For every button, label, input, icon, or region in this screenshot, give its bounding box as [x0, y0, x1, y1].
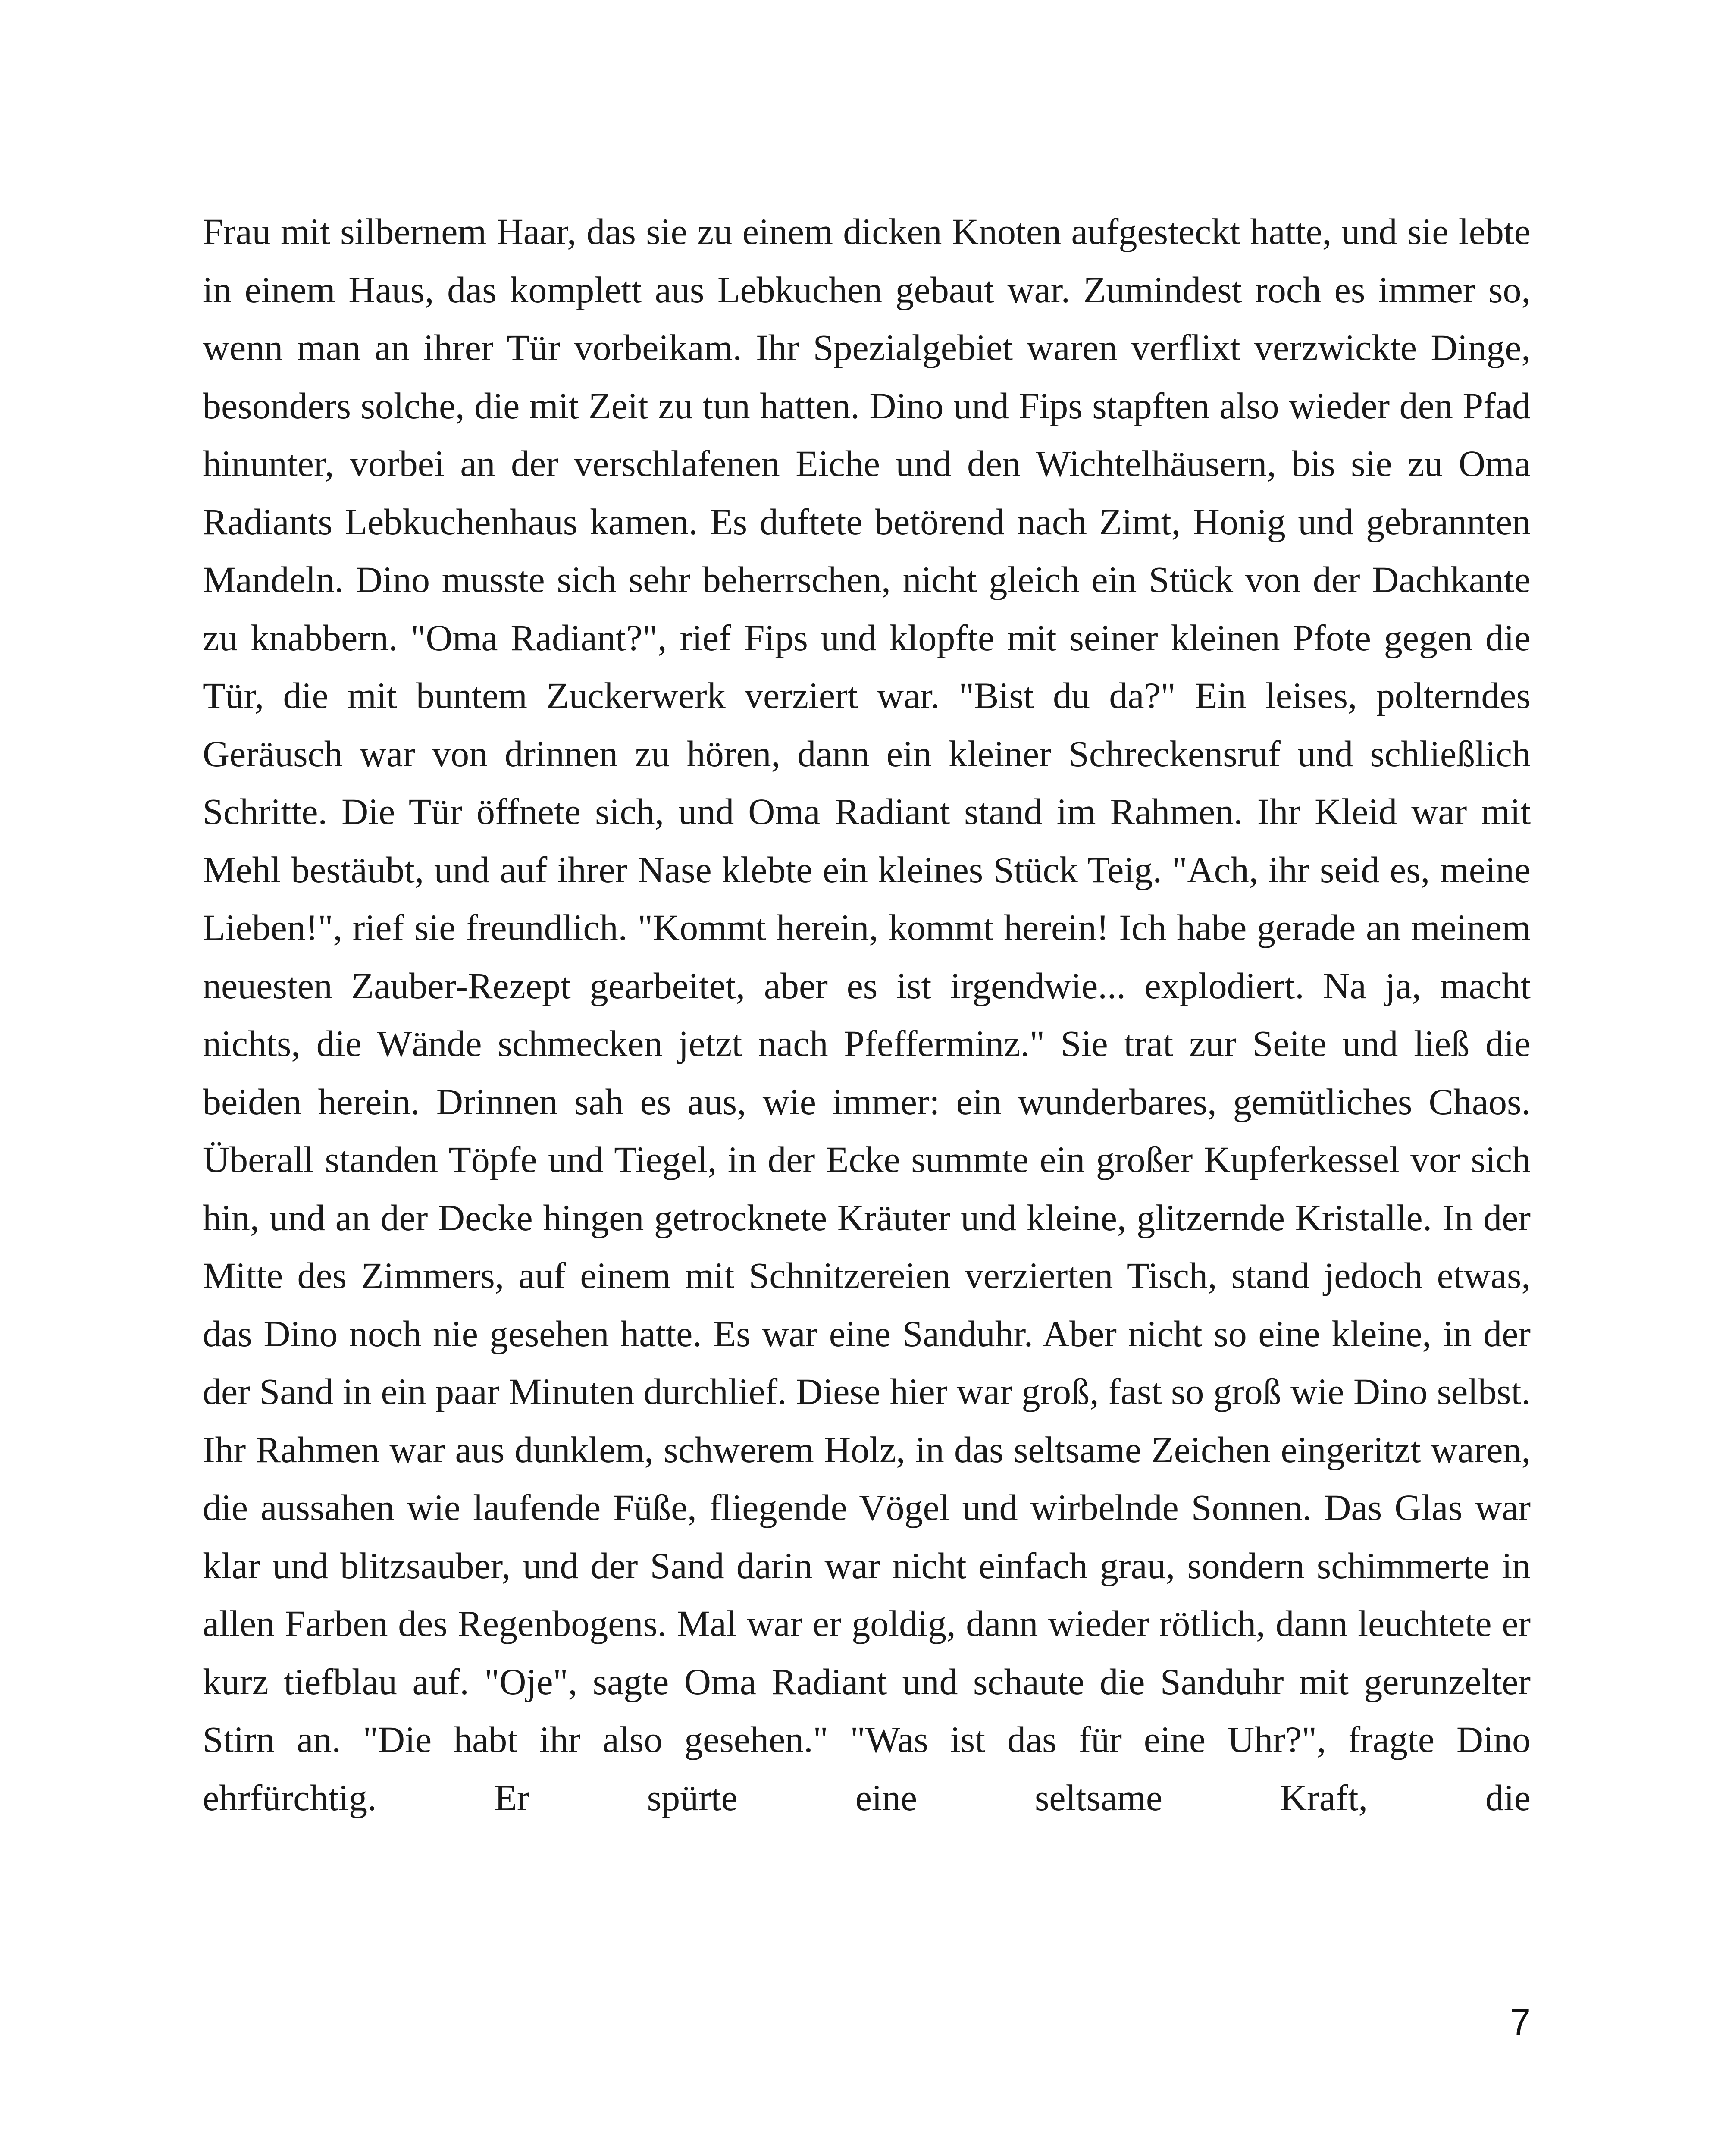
page-number: 7 [1510, 2002, 1531, 2043]
body-paragraph: Frau mit silbernem Haar, das sie zu einem dicken Knoten aufgesteckt hatte, und sie lebte in einem Haus, das komplett aus Lebkuchen gebaut war. Zumindest roch es immer so, wenn man an ihrer Tür vorbeikam. Ihr Spezialgebiet waren verflixt verzwickte Dinge, besonders solche, die mit Zeit zu tun hatten. Dino und Fips stapften also wieder den Pfad hinunter, vorbei an der verschlafenen Eiche und den Wichtelhäusern, bis sie zu Oma Radiants Lebkuchenhaus kamen. Es duftete betörend nach Zimt, Honig und gebrannten Mandeln. Dino musste sich sehr beherrschen, nicht gleich ein Stück von der Dachkante zu knabbern. "Oma Radiant?", rief Fips und klopfte mit seiner kleinen Pfote gegen die Tür, die mit buntem Zuckerwerk verziert war. "Bist du da?" Ein leises, polterndes Geräusch war von drinnen zu hören, dann ein kleiner Schreckensruf und schließlich Schritte. Die Tür öffnete sich, und Oma Radiant stand im Rahmen. Ihr Kleid war mit Mehl bestäubt, und auf ihrer Nase klebte ein kleines Stück Teig. "Ach, ihr seid es, meine Lieben!", rief sie freundlich. "Kommt herein, kommt herein! Ich habe gerade an meinem neuesten Zauber-Rezept gearbeitet, aber es ist irgendwie... explodiert. Na ja, macht nichts, die Wände schmecken jetzt nach Pfefferminz." Sie trat zur Seite und ließ die beiden herein. Drinnen sah es aus, wie immer: ein wunderbares, gemütliches Chaos. Überall standen Töpfe und Tiegel, in der Ecke summte ein großer Kupferkessel vor sich hin, und an der Decke hingen getrocknete Kräuter und kleine, glitzernde Kristalle. In der Mitte des Zimmers, auf einem mit Schnitzereien verzierten Tisch, stand jedoch etwas, das Dino noch nie gesehen hatte. Es war eine Sanduhr. Aber nicht so eine kleine, in der der Sand in ein paar Minuten durchlief. Diese hier war groß, fast so groß wie Dino selbst. Ihr Rahmen war aus dunklem, schwerem Holz, in das seltsame Zeichen eingeritzt waren, die aussahen wie laufende Füße, fliegende Vögel und wirbelnde Sonnen. Das Glas war klar und blitzsauber, und der Sand darin war nicht einfach grau, sondern schimmerte in allen Farben des Regenbogens. Mal war er goldig, dann wieder rötlich, dann leuchtete er kurz tiefblau auf. "Oje", sagte Oma Radiant und schaute die Sanduhr mit gerunzelter Stirn an. "Die habt ihr also gesehen." "Was ist das für eine Uhr?", fragte Dino ehrfürchtig. Er spürte eine seltsame Kraft, die [203, 211, 1531, 1818]
